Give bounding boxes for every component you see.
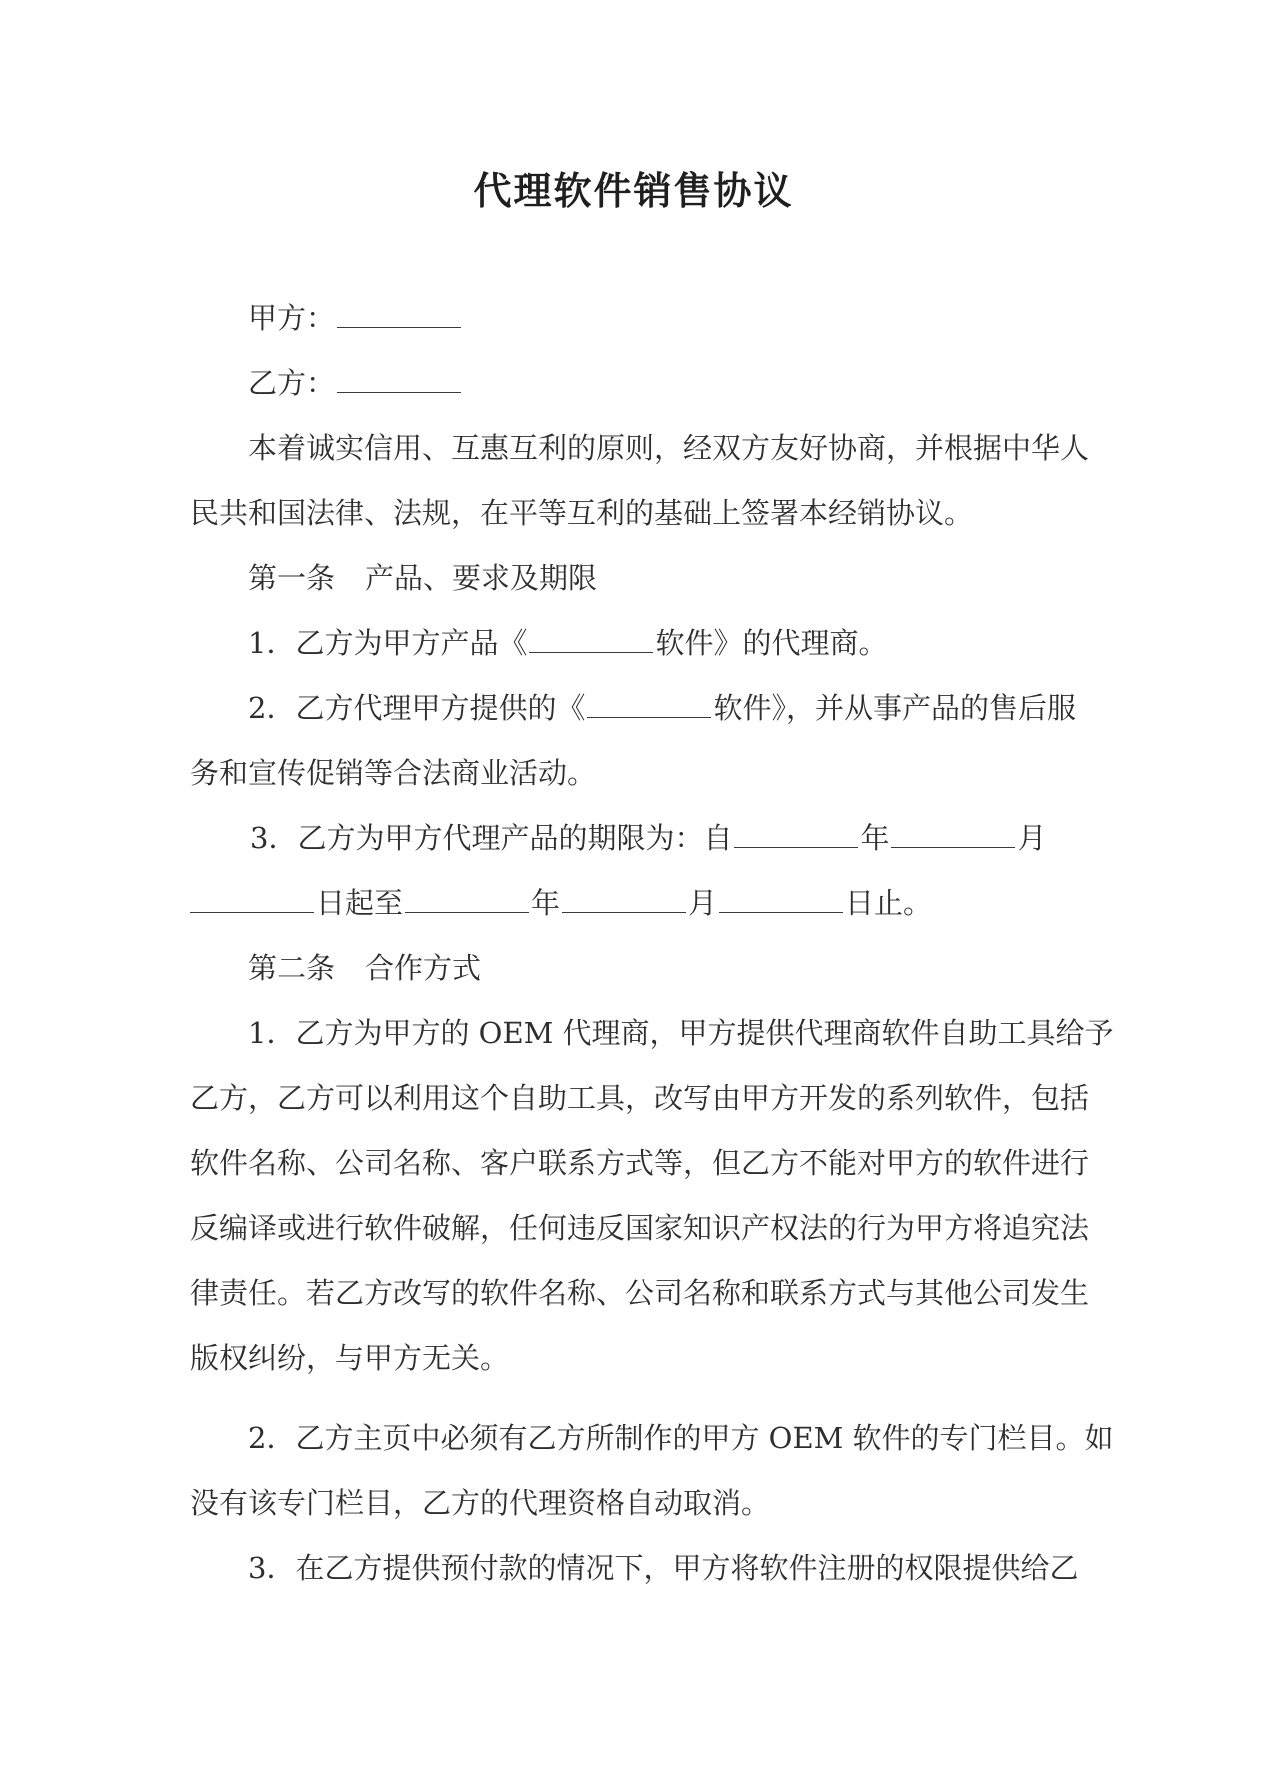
start-year-blank <box>734 821 858 848</box>
party-b-line <box>190 363 1138 403</box>
item-text: 软件》，并从事产品的售后服 <box>713 691 1076 725</box>
article-2-item-1-line-5: 律责任。若乙方改写的软件名称、公司名称和联系方式与其他公司发生 <box>190 1276 1090 1310</box>
article-2-item-1-line-4: 反编译或进行软件破解，任何违反国家知识产权法的行为甲方将追究法 <box>190 1211 1090 1245</box>
article-2-item-1-line-3: 软件名称、公司名称、客户联系方式等，但乙方不能对甲方的软件进行 <box>190 1146 1090 1180</box>
preamble-line-2: 民共和国法律、法规，在平等互利的基础上签署本经销协议。 <box>190 496 974 530</box>
end-month-blank <box>562 886 686 913</box>
month-label: 月 <box>1017 821 1047 855</box>
article-1-title: 产品、要求及期限 <box>365 561 598 595</box>
software-name-blank <box>587 691 711 718</box>
start-month-blank <box>891 821 1015 848</box>
article-1-number: 第一条 <box>248 561 336 595</box>
party-b-blank <box>337 366 461 393</box>
document-title: 代理软件销售协议 <box>473 168 794 213</box>
article-1-item-3-cont <box>190 883 1080 923</box>
item-text: 2．乙方代理甲方提供的《 <box>248 691 586 725</box>
article-2-item-2-line-1: 2．乙方主页中必须有乙方所制作的甲方 OEM 软件的专门栏目。如 <box>248 1421 1114 1455</box>
article-2-item-2-line-2: 没有该专门栏目，乙方的代理资格自动取消。 <box>190 1486 771 1520</box>
article-1-item-1 <box>190 623 1138 663</box>
article-1-item-2-cont: 务和宣传促销等合法商业活动。 <box>190 756 597 790</box>
article-2-title: 合作方式 <box>365 951 482 985</box>
month-label: 月 <box>688 886 718 920</box>
item-text: 软件》的代理商。 <box>655 626 888 660</box>
item-text: 1．乙方为甲方产品《 <box>248 626 528 660</box>
end-day-blank <box>719 886 843 913</box>
year-label: 年 <box>860 821 890 855</box>
software-name-blank <box>529 626 653 653</box>
article-2-item-1-line-1: 1．乙方为甲方的 OEM 代理商，甲方提供代理商软件自助工具给予 <box>248 1016 1114 1050</box>
item-text: 3．乙方为甲方代理产品的期限为：自 <box>250 821 733 855</box>
article-2-item-3-line-1: 3．在乙方提供预付款的情况下，甲方将软件注册的权限提供给乙 <box>248 1551 1079 1585</box>
article-2-heading <box>190 948 1138 988</box>
day-end-label: 日止。 <box>845 886 933 920</box>
preamble-line-1: 本着诚实信用、互惠互利的原则，经双方友好协商，并根据中华人 <box>248 431 1090 465</box>
start-day-blank <box>190 886 314 913</box>
end-year-blank <box>405 886 529 913</box>
article-1-item-3 <box>190 818 1140 858</box>
article-1-heading <box>190 558 1138 598</box>
party-b-label: 乙方： <box>248 366 336 400</box>
article-2-number: 第二条 <box>248 951 336 985</box>
article-2-item-1-line-2: 乙方，乙方可以利用这个自助工具，改写由甲方开发的系列软件，包括 <box>190 1081 1090 1115</box>
day-from-label: 日起至 <box>316 886 404 920</box>
year-label: 年 <box>531 886 561 920</box>
party-a-label: 甲方： <box>248 301 336 335</box>
article-1-item-2 <box>190 688 1138 728</box>
article-2-item-1-line-6: 版权纠纷，与甲方无关。 <box>190 1341 510 1375</box>
party-a-blank <box>337 301 461 328</box>
party-a-line <box>190 298 1138 338</box>
